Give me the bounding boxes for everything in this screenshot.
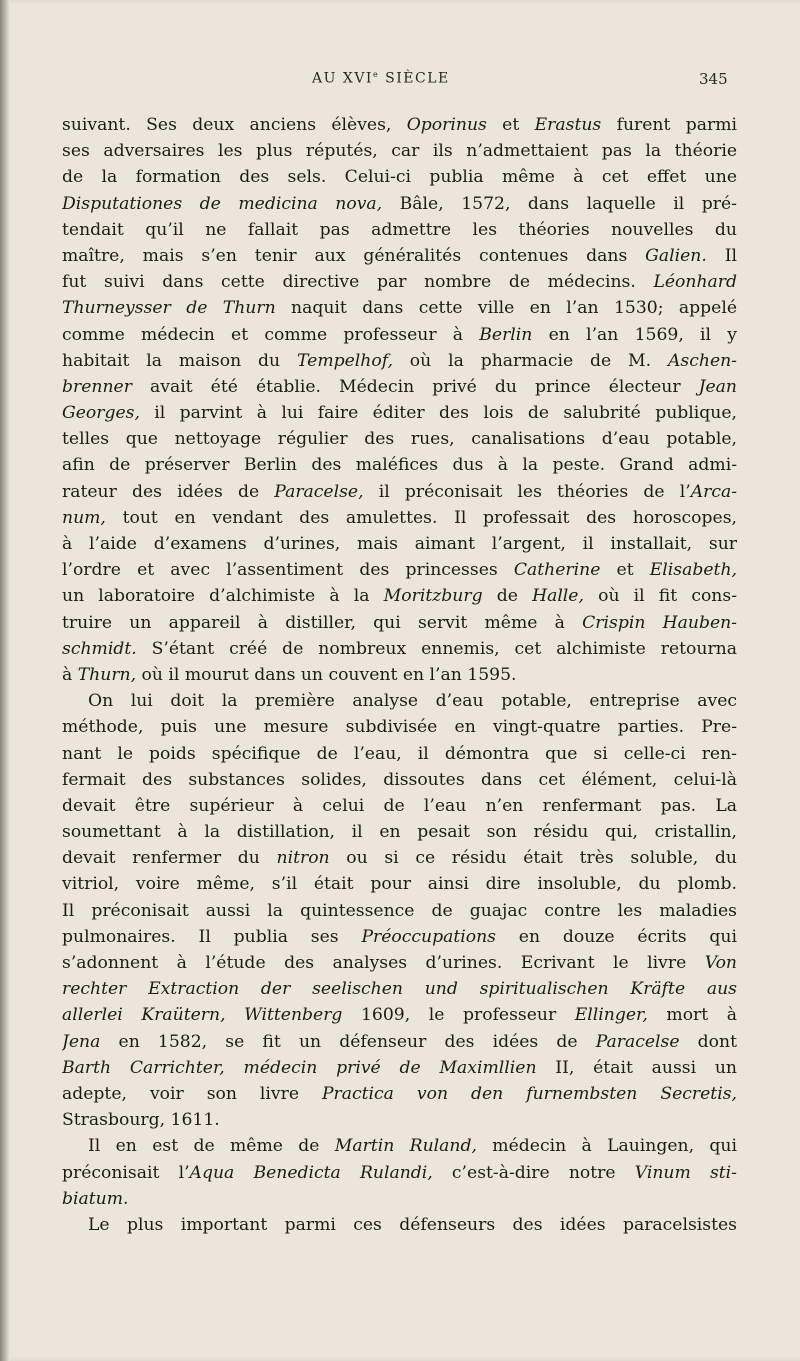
text-segment: à: [62, 664, 78, 685]
text-segment: adepte, voir son livre: [62, 1083, 322, 1104]
text-line: [62, 1107, 737, 1133]
text-segment: ses adversaires les plus réputés, car ils n’admettaient pas la théorie: [62, 141, 737, 162]
text-segment: suivant. Ses deux anciens élèves,: [62, 115, 407, 135]
text-line: [62, 767, 737, 793]
italic-text-segment: Aqua Benedicta Rulandi,: [189, 1162, 433, 1183]
text-segment: maître, mais s’en tenir aux généralités contenues dans: [62, 245, 646, 266]
italic-text-segment: Disputationes de medicina nova,: [62, 193, 383, 214]
text-line: [62, 662, 737, 688]
text-segment: naquit dans cette ville en l’an 1530; appelé: [275, 298, 737, 319]
italic-text-segment: Jena: [62, 1031, 101, 1052]
text-line: [62, 1081, 737, 1107]
text-line: [62, 479, 737, 505]
italic-text-segment: Practica von den furnembsten Secretis,: [321, 1083, 737, 1104]
italic-text-segment: Ellinger,: [574, 1005, 648, 1026]
text-segment: et: [600, 560, 650, 581]
text-segment: Il en est de même de: [88, 1136, 335, 1157]
text-segment: Il préconisait aussi la quintessence de guajac contre les maladies: [62, 900, 737, 921]
text-segment: comme médecin et comme professeur à: [62, 324, 480, 345]
text-segment: où il fit cons-: [583, 586, 737, 607]
text-line: [62, 1055, 737, 1081]
text-line: [62, 348, 737, 374]
italic-text-segment: Thurneysser de Thurn: [62, 298, 276, 319]
text-line: [62, 505, 737, 531]
text-line: [62, 688, 737, 714]
italic-text-segment: Erastus: [534, 115, 602, 135]
text-segment: II, était aussi un: [536, 1057, 737, 1078]
text-segment: où la pharmacie de M.: [392, 350, 669, 371]
text-segment: un laboratoire d’alchimiste à la: [62, 586, 384, 607]
text-segment: en l’an 1569, il y: [532, 324, 737, 345]
text-segment: ou si ce résidu était très soluble, du: [329, 848, 737, 869]
italic-text-segment: schmidt.: [62, 638, 137, 659]
text-segment: Le plus important parmi ces défenseurs des idées paracelsistes: [88, 1214, 737, 1235]
text-line: [62, 950, 737, 976]
italic-text-segment: Paracelse,: [274, 481, 364, 502]
italic-text-segment: Vinum sti-: [634, 1162, 737, 1183]
text-line: [62, 793, 737, 819]
italic-text-segment: biatum.: [62, 1188, 129, 1209]
text-segment: pulmonaires. Il publia ses: [62, 926, 362, 947]
text-segment: l’ordre et avec l’assentiment des princesses: [62, 560, 514, 581]
italic-text-segment: num,: [62, 507, 106, 528]
text-line: [62, 531, 737, 557]
text-line: [62, 898, 737, 924]
text-segment: devait être supérieur à celui de l’eau n’en renfermant pas. La: [62, 795, 737, 816]
text-line: [62, 1212, 737, 1238]
text-segment: méthode, puis une mesure subdivisée en vingt-quatre parties. Pre-: [62, 717, 737, 738]
text-segment: il préconisait les théories de l’: [363, 481, 691, 502]
italic-text-segment: Oporinus: [406, 115, 487, 135]
text-line: [62, 871, 737, 897]
running-head: [0, 70, 800, 92]
text-segment: nant le poids spécifique de l’eau, il démontra que si celle-ci ren-: [62, 743, 737, 764]
text-line: [62, 557, 737, 583]
spine-shadow: [0, 0, 10, 1361]
text-segment: Strasbourg, 1611.: [62, 1110, 220, 1131]
text-segment: habitait la maison du: [62, 350, 298, 371]
text-segment: préconisait l’: [62, 1162, 190, 1183]
text-segment: S’étant créé de nombreux ennemis, cet alchimiste retourna: [136, 638, 737, 659]
running-head-title-rest: SIÈCLE: [379, 70, 450, 87]
text-segment: s’adonnent à l’étude des analyses d’urines. Ecrivant le livre: [62, 953, 705, 973]
italic-text-segment: allerlei Kraütern, Wittenberg: [62, 1005, 343, 1026]
text-segment: en douze écrits qui: [495, 926, 737, 947]
text-segment: où il mourut dans un couvent en l’an 1595.: [136, 664, 517, 685]
text-segment: médecin à Lauingen, qui: [476, 1136, 737, 1157]
italic-text-segment: Préoccupations: [361, 926, 496, 947]
text-line: [62, 164, 737, 190]
text-segment: Il: [706, 245, 737, 266]
text-line: [62, 924, 737, 950]
text-segment: de la formation des sels. Celui-ci publia même à cet effet une: [62, 167, 737, 188]
text-segment: rateur des idées de: [62, 481, 275, 502]
text-segment: On lui doit la première analyse d’eau potable, entreprise avec: [88, 691, 737, 712]
italic-text-segment: Arca-: [690, 481, 737, 502]
text-segment: tendait qu’il ne fallait pas admettre les théories nouvelles du: [62, 219, 737, 240]
text-segment: soumettant à la distillation, il en pesait son résidu qui, cristallin,: [62, 822, 737, 843]
text-segment: afin de préserver Berlin des maléfices dus à la peste. Grand admi-: [62, 455, 737, 476]
text-line: [62, 112, 737, 138]
running-head-title-sup: e: [372, 70, 380, 79]
text-segment: c’est-à-dire notre: [432, 1162, 635, 1183]
italic-text-segment: Halle,: [532, 586, 584, 607]
text-line: [62, 217, 737, 243]
italic-text-segment: nitron: [276, 848, 330, 869]
text-segment: à l’aide d’examens d’urines, mais aimant l’argent, il installait, sur: [62, 534, 737, 554]
running-head-title-main: AU XVI: [312, 70, 373, 87]
text-line: [62, 1133, 737, 1159]
text-line: [62, 610, 737, 636]
text-segment: Bâle, 1572, dans laquelle il pré-: [382, 193, 737, 214]
italic-text-segment: Tempelhof,: [297, 350, 393, 371]
text-line: [62, 295, 737, 321]
italic-text-segment: Catherine: [513, 560, 601, 581]
italic-text-segment: Georges,: [62, 403, 140, 424]
text-segment: avait été établie. Médecin privé du prince électeur: [131, 376, 699, 397]
text-line: [62, 400, 737, 426]
text-line: [62, 1186, 737, 1212]
text-segment: mort à: [647, 1005, 737, 1026]
text-segment: tout en vendant des amulettes. Il professait des horoscopes,: [105, 507, 737, 528]
text-line: [62, 636, 737, 662]
italic-text-segment: Von: [704, 953, 737, 973]
italic-text-segment: Thurn,: [77, 664, 137, 685]
text-segment: vitriol, voire même, s’il était pour ainsi dire insoluble, du plomb.: [62, 874, 737, 895]
italic-text-segment: brenner: [62, 376, 132, 397]
text-segment: furent parmi: [601, 115, 737, 135]
italic-text-segment: Galien.: [645, 245, 707, 266]
text-segment: fut suivi dans cette directive par nombre de médecins.: [62, 272, 654, 293]
italic-text-segment: Aschen-: [668, 350, 737, 371]
text-line: [62, 452, 737, 478]
text-segment: 1609, le professeur: [342, 1005, 575, 1026]
text-segment: fermait des substances solides, dissoutes dans cet élément, celui-là: [62, 769, 737, 790]
text-line: [62, 374, 737, 400]
text-line: [62, 269, 737, 295]
text-line: [62, 243, 737, 269]
text-line: [62, 819, 737, 845]
body-text: [62, 112, 737, 1238]
text-line: [62, 191, 737, 217]
text-line: [62, 741, 737, 767]
text-line: [62, 976, 737, 1002]
text-segment: et: [486, 115, 535, 135]
italic-text-segment: Jean: [698, 376, 737, 397]
text-line: [62, 1029, 737, 1055]
text-line: [62, 1160, 737, 1186]
italic-text-segment: Moritzburg: [383, 586, 483, 607]
text-segment: il parvint à lui faire éditer des lois de salubrité publique,: [139, 403, 737, 424]
italic-text-segment: Paracelse: [595, 1031, 680, 1052]
page-number: 345: [699, 70, 728, 88]
text-segment: en 1582, se fit un défenseur des idées de: [100, 1031, 596, 1052]
italic-text-segment: Crispin Hauben-: [582, 612, 737, 633]
text-segment: de: [482, 586, 533, 607]
italic-text-segment: Martin Ruland,: [334, 1136, 477, 1157]
italic-text-segment: Berlin: [479, 324, 533, 345]
text-segment: devait renfermer du: [62, 848, 277, 869]
text-line: [62, 583, 737, 609]
text-line: [62, 138, 737, 164]
text-line: [62, 322, 737, 348]
text-line: [62, 1002, 737, 1028]
italic-text-segment: Elisabeth,: [649, 560, 737, 581]
text-line: [62, 845, 737, 871]
italic-text-segment: rechter Extraction der seelischen und spiritualischen Kräfte aus: [62, 979, 737, 1000]
text-line: [62, 714, 737, 740]
running-head-title: [312, 70, 450, 87]
text-line: [62, 426, 737, 452]
text-segment: truire un appareil à distiller, qui servit même à: [62, 612, 583, 633]
italic-text-segment: Barth Carrichter, médecin privé de Maximllien: [62, 1057, 537, 1078]
text-segment: telles que nettoyage régulier des rues, canalisations d’eau potable,: [62, 429, 737, 450]
italic-text-segment: Léonhard: [653, 272, 737, 293]
text-segment: dont: [679, 1031, 737, 1052]
